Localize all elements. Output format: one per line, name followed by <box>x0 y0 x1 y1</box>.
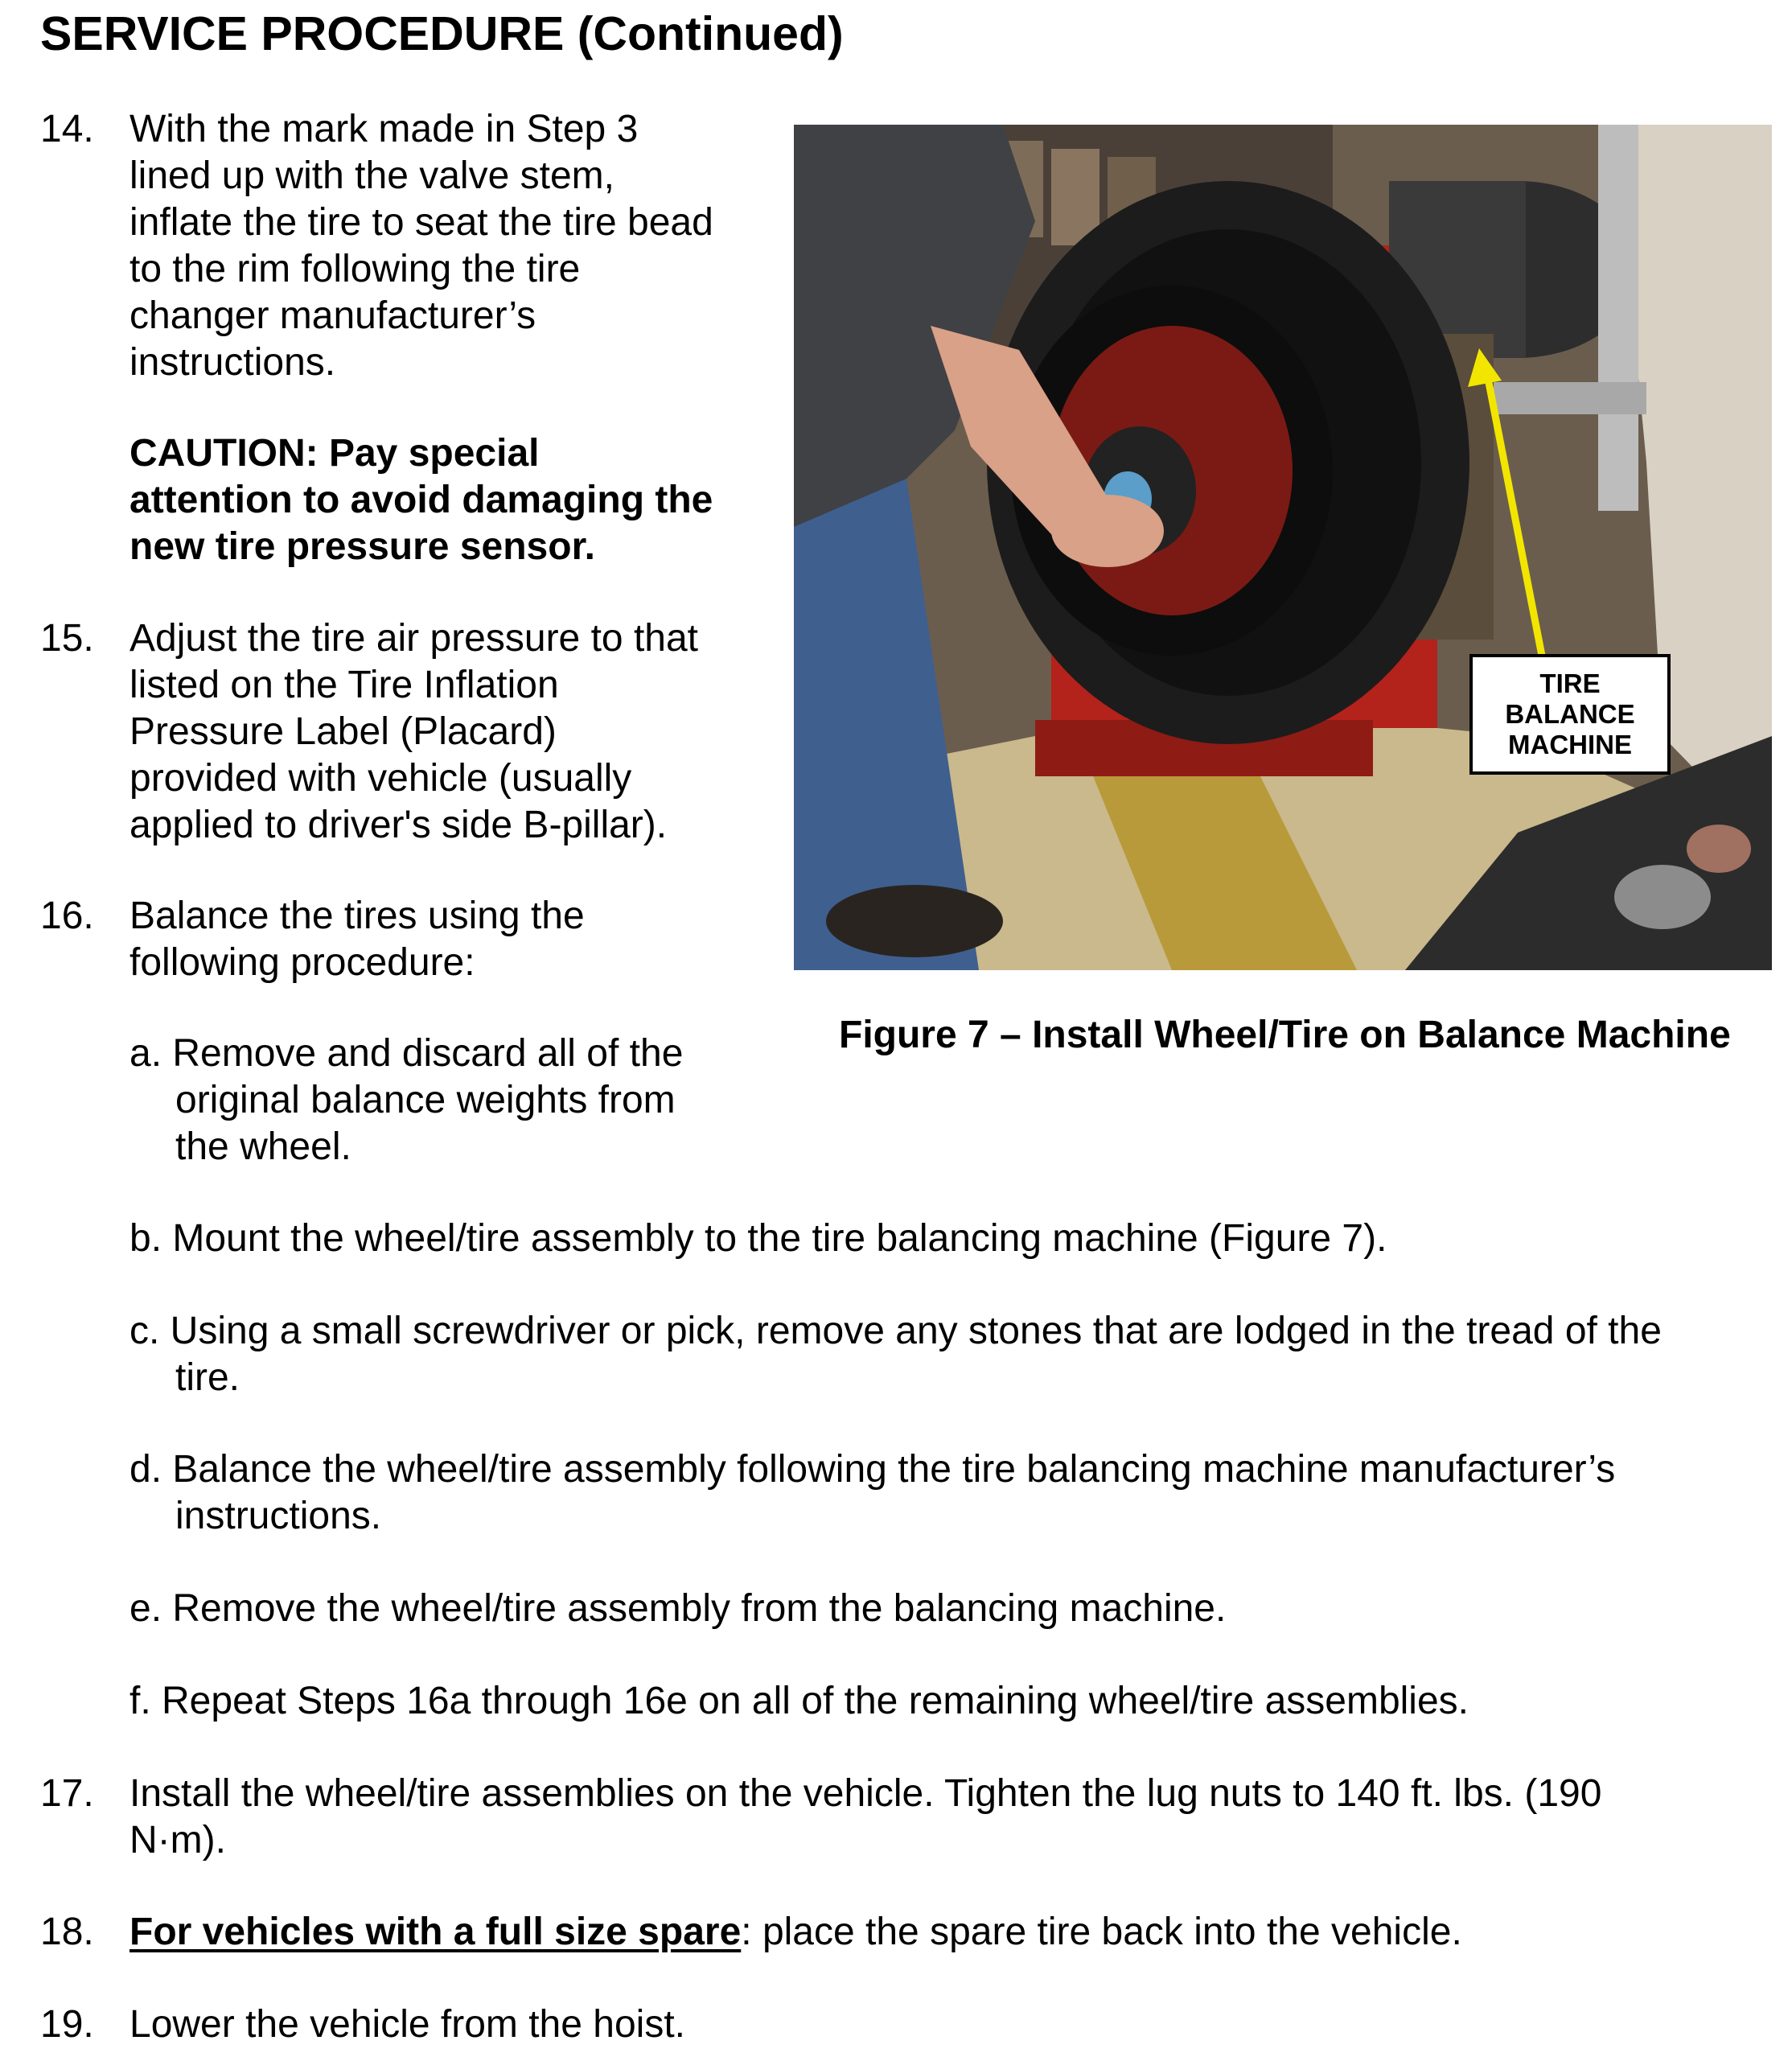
step-16-number: 16. <box>40 895 94 937</box>
technician-shoe <box>826 885 1003 957</box>
machine-arm <box>1598 125 1638 511</box>
bin-part <box>1687 825 1751 873</box>
step-14-line: lined up with the valve stem, <box>129 154 614 197</box>
step-14-caution <box>129 430 713 570</box>
step-14-text <box>129 106 713 386</box>
substep-line: a. Remove and discard all of the <box>129 1032 684 1075</box>
step-15-line: Adjust the tire air pressure to that <box>129 617 699 660</box>
step-14-line: instructions. <box>129 341 336 384</box>
substep-16e <box>129 1586 1226 1632</box>
step-17-number: 17. <box>40 1772 94 1815</box>
substep-line: instructions. <box>175 1495 382 1537</box>
bin-part <box>1614 865 1711 929</box>
step-14-line: to the rim following the tire <box>129 248 581 290</box>
caution-line: attention to avoid damaging the <box>129 479 713 521</box>
step-15-line: provided with vehicle (usually <box>129 757 632 800</box>
substep-line: c. Using a small screwdriver or pick, remove any stones that are lodged in the tread of the <box>129 1310 1662 1352</box>
step-14-line: changer manufacturer’s <box>129 294 536 337</box>
substep-line: tire. <box>175 1356 240 1399</box>
step-19-line: Lower the vehicle from the hoist. <box>129 2003 686 2046</box>
substep-16a <box>129 1030 683 1170</box>
step-19-number: 19. <box>40 2003 94 2046</box>
step-15-text <box>129 615 698 849</box>
step-17-text <box>129 1771 1601 1864</box>
substep-line: d. Balance the wheel/tire assembly following the tire balancing machine manufacturer’s <box>129 1448 1616 1491</box>
callout-line: TIRE <box>1539 668 1601 698</box>
caution-line: CAUTION: Pay special <box>129 432 540 475</box>
substep-line: the wheel. <box>175 1125 351 1168</box>
substep-16d <box>129 1446 1615 1540</box>
photo-illustration <box>794 125 1772 970</box>
step-14-number: 14. <box>40 108 94 150</box>
step-15-line: listed on the Tire Inflation <box>129 664 559 706</box>
step-15-line: Pressure Label (Placard) <box>129 710 557 753</box>
callout-line: BALANCE <box>1505 699 1635 729</box>
substep-16b <box>129 1216 1387 1262</box>
step-17-line: Install the wheel/tire assemblies on the vehicle. Tighten the lug nuts to 140 ft. lbs. (190 <box>129 1772 1602 1815</box>
step-15-number: 15. <box>40 617 94 660</box>
substep-line: f. Repeat Steps 16a through 16e on all of the remaining wheel/tire assemblies. <box>129 1680 1469 1722</box>
step-18-emphasis: For vehicles with a full size spare <box>129 1911 742 1953</box>
machine-bracket <box>1486 382 1646 414</box>
page-title: SERVICE PROCEDURE (Continued) <box>40 7 844 60</box>
substep-line: original balance weights from <box>175 1079 676 1121</box>
step-18-rest: : place the spare tire back into the vehicle. <box>741 1911 1462 1953</box>
step-14-line: inflate the tire to seat the tire bead <box>129 201 713 244</box>
step-14-line: With the mark made in Step 3 <box>129 108 639 150</box>
step-19-text <box>129 2001 685 2048</box>
step-16-text <box>129 893 585 986</box>
step-16-line: Balance the tires using the <box>129 895 585 937</box>
step-15-line: applied to driver's side B-pillar). <box>129 804 668 846</box>
figure-7-photo <box>794 125 1772 970</box>
tire-balance-machine-callout <box>1469 654 1671 775</box>
substep-line: e. Remove the wheel/tire assembly from the balancing machine. <box>129 1587 1227 1630</box>
step-16-line: following procedure: <box>129 941 475 984</box>
callout-line: MACHINE <box>1508 730 1632 759</box>
substep-16f <box>129 1678 1469 1725</box>
step-17-line: N·m). <box>129 1819 226 1861</box>
caution-line: new tire pressure sensor. <box>129 525 595 568</box>
figure-7-caption: Figure 7 – Install Wheel/Tire on Balance Machine <box>839 1014 1731 1056</box>
step-18-number: 18. <box>40 1911 94 1953</box>
substep-16c <box>129 1308 1662 1401</box>
step-18-text <box>129 1909 1462 1956</box>
technician-hand <box>1051 495 1164 567</box>
substep-line: b. Mount the wheel/tire assembly to the tire balancing machine (Figure 7). <box>129 1217 1387 1260</box>
